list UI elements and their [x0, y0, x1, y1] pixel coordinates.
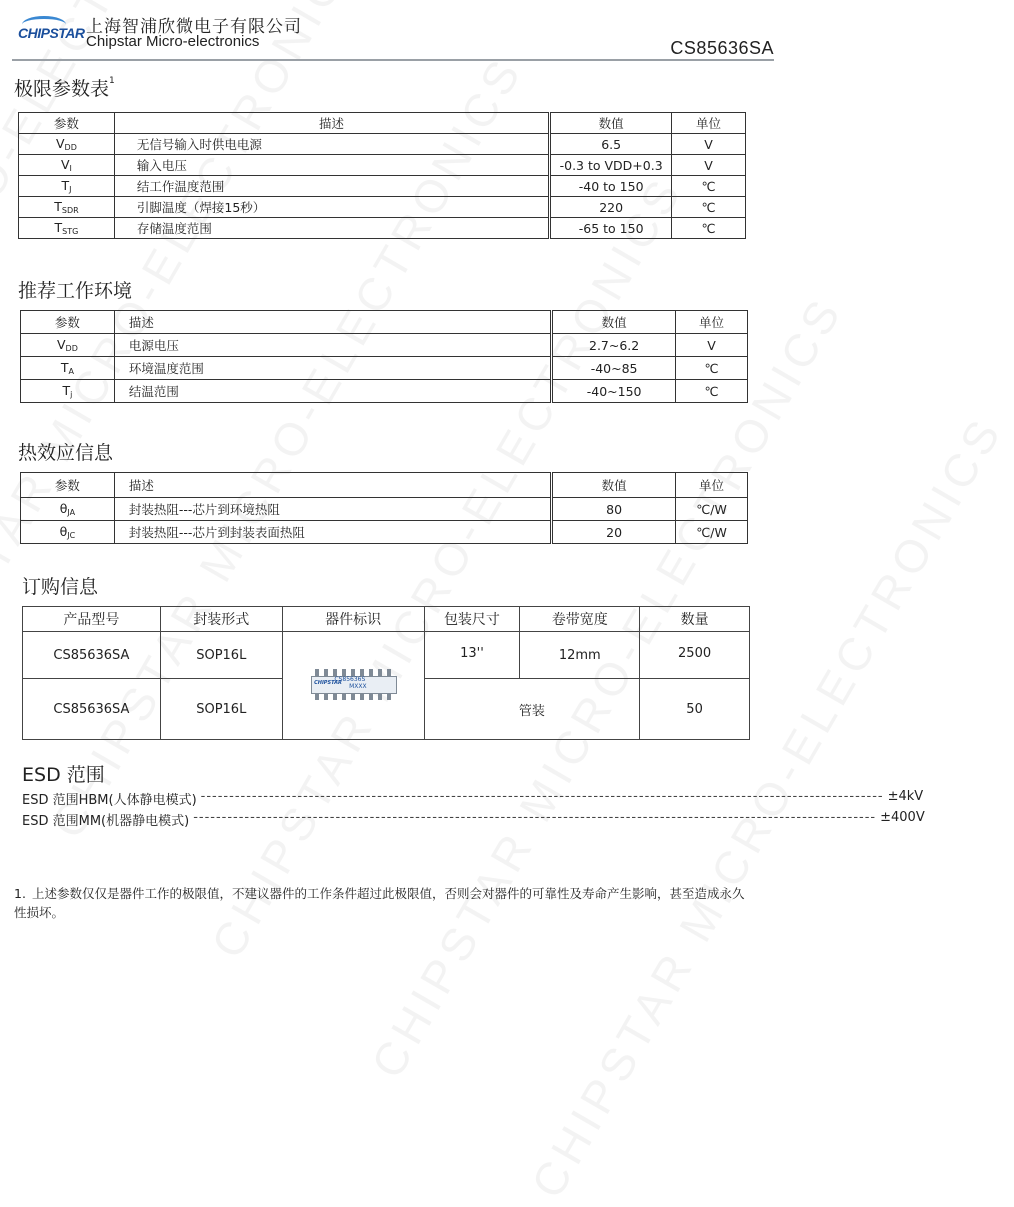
header-param: 参数	[21, 473, 115, 498]
param-symbol: $\theta_{JC}$	[21, 521, 115, 544]
table-header-row	[21, 311, 748, 334]
company-name-en: Chipstar Micro-electronics	[86, 33, 260, 50]
order-tape-width: 12mm	[520, 632, 640, 679]
param-unit: ℃	[676, 380, 748, 403]
header-desc: 描述	[114, 113, 549, 134]
page-header	[0, 0, 788, 62]
order-reel-size: 13''	[424, 632, 520, 679]
order-package: SOP16L	[160, 679, 282, 740]
leader-dashes: ------------------------------------------------------------------------------------------------------------------------	[193, 810, 877, 825]
thermal-table	[20, 472, 748, 544]
param-unit: ℃/W	[676, 498, 748, 521]
header-unit: 单位	[676, 311, 748, 334]
param-symbol: $\theta_{JA}$	[21, 498, 115, 521]
esd-row-hbm	[22, 789, 924, 808]
param-symbol: $V_{DD}$	[19, 134, 115, 155]
param-unit: V	[672, 134, 746, 155]
footnote	[14, 884, 754, 922]
company-name-cn: 上海智浦欣微电子有限公司	[86, 17, 302, 37]
param-unit: ℃	[672, 218, 746, 239]
table-row	[21, 498, 748, 521]
param-value: 2.7~6.2	[552, 334, 676, 357]
param-value: -40 to 150	[550, 176, 672, 197]
part-number: CS85636SA	[670, 38, 774, 58]
marking-text: CS85636S MXXX	[334, 675, 367, 690]
param-desc: 电源电压	[114, 334, 551, 357]
header-desc: 描述	[114, 473, 551, 498]
param-unit: ℃/W	[676, 521, 748, 544]
order-model: CS85636SA	[23, 632, 161, 679]
param-symbol: $T_J$	[19, 176, 115, 197]
param-symbol: $V_I$	[19, 155, 115, 176]
leader-dashes: ------------------------------------------------------------------------------------------------------------------------	[200, 789, 884, 804]
esd-row-mm	[22, 810, 925, 829]
table-header-row	[21, 473, 748, 498]
param-symbol: $T_j$	[21, 380, 115, 403]
table-header-row	[19, 113, 746, 134]
header-unit: 单位	[672, 113, 746, 134]
section-title-ordering: 订购信息	[22, 576, 99, 598]
table-row	[19, 134, 746, 155]
header-value: 数值	[550, 113, 672, 134]
param-unit: V	[676, 334, 748, 357]
esd-label: ESD 范围MM(机器静电模式)	[22, 814, 190, 829]
header-package: 封装形式	[160, 607, 282, 632]
device-marking	[282, 632, 424, 740]
param-desc: 无信号输入时供电电源	[114, 134, 549, 155]
abs-max-table	[18, 112, 746, 239]
header-quantity: 数量	[640, 607, 750, 632]
order-quantity: 2500	[640, 632, 750, 679]
header-unit: 单位	[676, 473, 748, 498]
param-desc: 环境温度范围	[114, 357, 551, 380]
table-row	[21, 521, 748, 544]
header-param: 参数	[19, 113, 115, 134]
chipstar-logo	[16, 14, 85, 50]
esd-label: ESD 范围HBM(人体静电模式)	[22, 793, 197, 808]
param-value: 80	[552, 498, 676, 521]
param-value: 220	[550, 197, 672, 218]
table-row	[23, 632, 750, 679]
order-quantity: 50	[640, 679, 750, 740]
param-value: -40~150	[552, 380, 676, 403]
param-desc: 结温范围	[114, 380, 551, 403]
order-package: SOP16L	[160, 632, 282, 679]
table-row	[19, 197, 746, 218]
header-marking: 器件标识	[282, 607, 424, 632]
param-symbol: $V_{DD}$	[21, 334, 115, 357]
section-title-recommended: 推荐工作环境	[18, 280, 133, 302]
param-desc: 结工作温度范围	[114, 176, 549, 197]
table-row	[21, 357, 748, 380]
param-desc: 存储温度范围	[114, 218, 549, 239]
header-param: 参数	[21, 311, 115, 334]
watermark-text	[200, 166, 694, 967]
header-value: 数值	[552, 473, 676, 498]
section-title-abs-max: 极限参数表$^1$	[14, 76, 115, 100]
order-model: CS85636SA	[23, 679, 161, 740]
param-desc: 封装热阻---芯片到封装表面热阻	[114, 521, 551, 544]
param-desc: 输入电压	[114, 155, 549, 176]
sop16-package-icon	[311, 667, 395, 701]
table-row	[19, 155, 746, 176]
param-value: -65 to 150	[550, 218, 672, 239]
table-header-row	[23, 607, 750, 632]
marking-logo: CHIPSTAR	[314, 679, 342, 686]
esd-value: ±4kV	[887, 789, 924, 804]
esd-value: ±400V	[880, 810, 925, 825]
section-title-thermal: 热效应信息	[18, 442, 114, 464]
param-symbol: $T_A$	[21, 357, 115, 380]
footnote-index: 1.	[14, 886, 26, 901]
ordering-table	[22, 606, 750, 740]
param-desc: 封装热阻---芯片到环境热阻	[114, 498, 551, 521]
param-symbol: $T_{SDR}$	[19, 197, 115, 218]
table-row	[19, 218, 746, 239]
header-tape-width: 卷带宽度	[520, 607, 640, 632]
param-unit: ℃	[676, 357, 748, 380]
footnote-text: 上述参数仅仅是器件工作的极限值，不建议器件的工作条件超过此极限值，否则会对器件的可靠性及寿命产生影响，甚至造成永久性损坏。	[14, 886, 745, 920]
param-unit: V	[672, 155, 746, 176]
footnote-ref: 1	[109, 76, 115, 86]
param-value: -0.3 to VDD+0.3	[550, 155, 672, 176]
header-value: 数值	[552, 311, 676, 334]
param-unit: ℃	[672, 176, 746, 197]
param-value: -40~85	[552, 357, 676, 380]
table-row	[21, 380, 748, 403]
logo-text: CHIPSTAR	[18, 25, 85, 41]
table-row	[19, 176, 746, 197]
param-value: 6.5	[550, 134, 672, 155]
header-model: 产品型号	[23, 607, 161, 632]
section-title-esd: ESD 范围	[22, 764, 105, 786]
recommended-table	[20, 310, 748, 403]
param-value: 20	[552, 521, 676, 544]
table-row	[21, 334, 748, 357]
param-unit: ℃	[672, 197, 746, 218]
order-packing: 管装	[424, 679, 640, 740]
header-divider	[12, 59, 774, 61]
param-desc: 引脚温度（焊接15秒）	[114, 197, 549, 218]
header-reel-size: 包装尺寸	[424, 607, 520, 632]
param-symbol: $T_{STG}$	[19, 218, 115, 239]
header-desc: 描述	[114, 311, 551, 334]
